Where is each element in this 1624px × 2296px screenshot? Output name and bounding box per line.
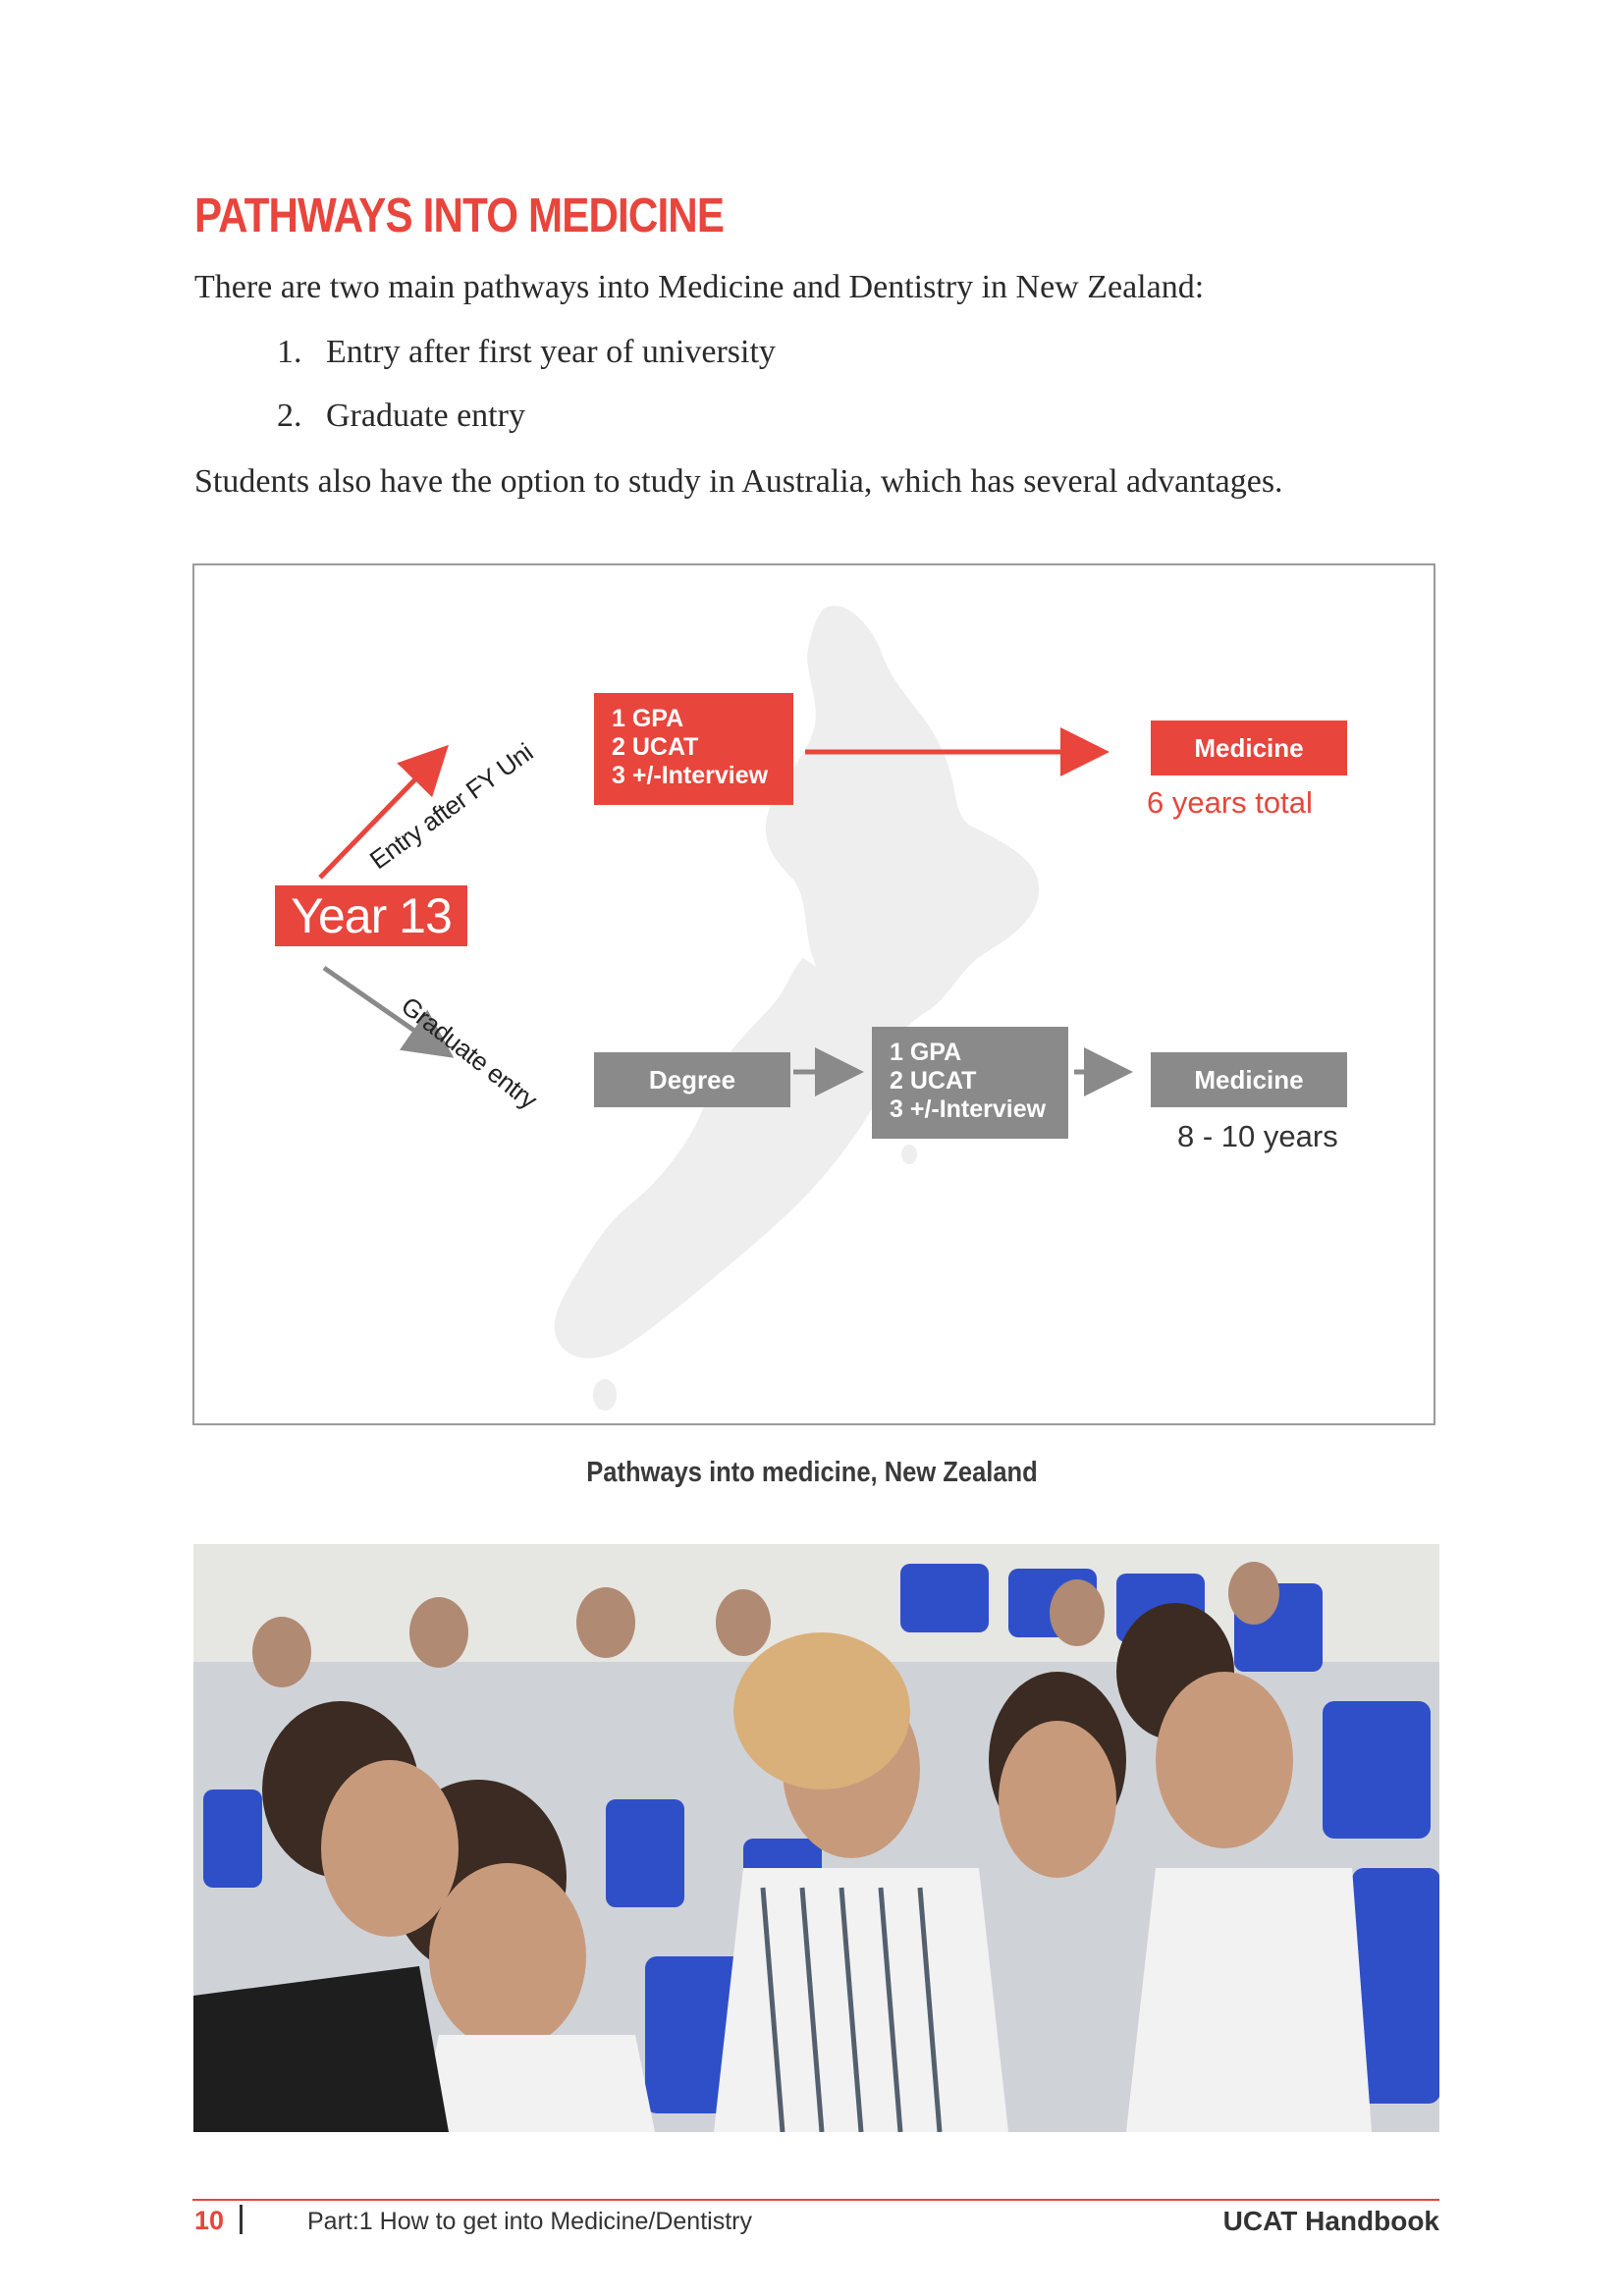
top-medicine-box: Medicine: [1151, 721, 1347, 775]
footer-brand: UCAT Handbook: [1222, 2206, 1439, 2236]
page-heading: PATHWAYS INTO MEDICINE: [194, 189, 725, 242]
year13-start-box: Year 13: [275, 885, 467, 946]
outro-paragraph: Students also have the option to study in Australia, which has several advantages.: [194, 463, 1283, 500]
pathways-diagram: [192, 563, 1435, 1425]
list-item: [277, 334, 776, 371]
list-number: 1.: [277, 334, 302, 370]
bottom-medicine-box: Medicine: [1151, 1052, 1347, 1107]
page-number: 10: [194, 2206, 225, 2235]
top-duration-text: 6 years total: [1147, 785, 1313, 820]
criteria-line: 2 UCAT: [890, 1067, 977, 1095]
list-item: [277, 398, 525, 435]
diagram-canvas: [194, 565, 1434, 1423]
footer-separator: [240, 2205, 243, 2234]
top-criteria-box: [594, 693, 793, 805]
diagram-caption: Pathways into medicine, New Zealand: [586, 1457, 1038, 1488]
photo-illustration: [193, 1544, 1439, 2132]
footer-divider: [192, 2199, 1439, 2201]
footer-section-title: Part:1 How to get into Medicine/Dentistry: [307, 2208, 752, 2235]
criteria-line: 2 UCAT: [612, 733, 699, 761]
list-text: Entry after first year of university: [326, 334, 776, 370]
bottom-criteria-box: [872, 1027, 1068, 1139]
criteria-line: 3 +/-Interview: [890, 1095, 1047, 1123]
degree-box: Degree: [594, 1052, 790, 1107]
criteria-line: 1 GPA: [890, 1039, 962, 1066]
bottom-duration-text: 8 - 10 years: [1177, 1119, 1338, 1153]
intro-paragraph: There are two main pathways into Medicine and Dentistry in New Zealand:: [194, 269, 1205, 305]
list-number: 2.: [277, 398, 302, 434]
criteria-line: 1 GPA: [612, 705, 684, 732]
list-text: Graduate entry: [326, 398, 525, 434]
criteria-line: 3 +/-Interview: [612, 762, 769, 789]
graduate-entry-label: Graduate entry: [396, 990, 543, 1115]
lecture-audience-photo: [193, 1544, 1439, 2132]
entry-after-fy-label: Entry after FY Uni: [363, 737, 539, 876]
